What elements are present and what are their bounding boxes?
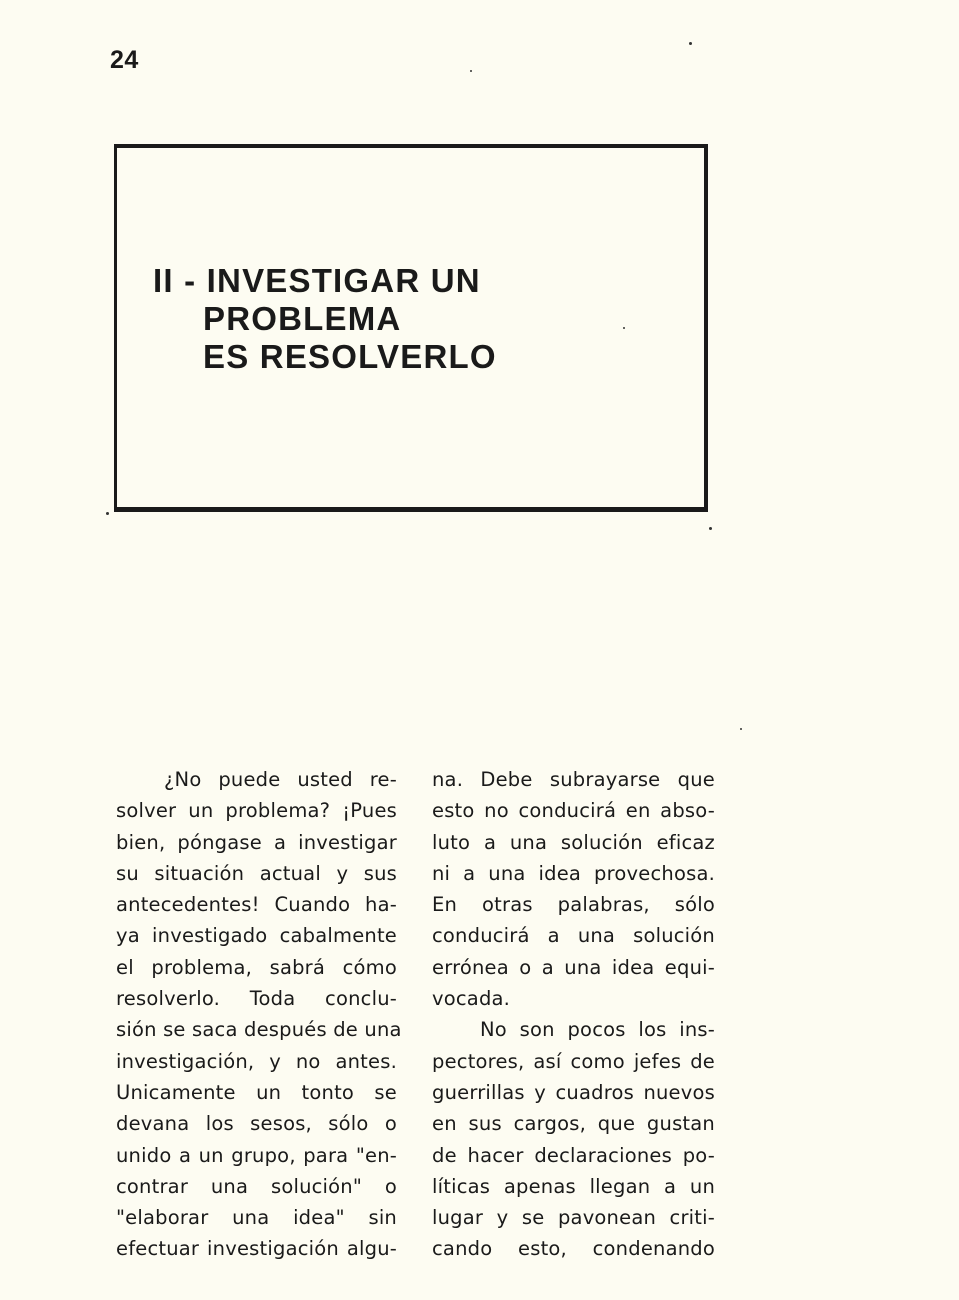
text-line: pectores, así como jefes de	[432, 1049, 715, 1073]
text-line: de hacer declaraciones po-	[432, 1143, 715, 1167]
text-line: lugar y se pavonean criti-	[432, 1206, 715, 1230]
text-line: investigación, y no antes.	[116, 1049, 397, 1073]
body-column-right	[432, 764, 715, 1265]
text-line: antecedentes! Cuando ha-	[116, 893, 397, 917]
text-line: ya investigado cabalmente	[116, 924, 397, 948]
text-line: solver un problema? ¡Pues	[116, 799, 397, 823]
text-line: devana los sesos, sólo o	[116, 1112, 397, 1136]
chapter-title-line-2: PROBLEMA	[203, 300, 402, 337]
text-line: vocada.	[432, 987, 511, 1011]
text-line: conducirá a una solución	[432, 924, 715, 948]
body-column-left	[116, 764, 402, 1265]
text-line: errónea o a una idea equi-	[432, 955, 715, 979]
text-line: sión se saca después de una	[116, 1018, 402, 1042]
print-speck	[689, 42, 692, 45]
text-line: ¿No puede usted re-	[164, 768, 397, 791]
text-line: No son pocos los ins-	[480, 1018, 715, 1042]
text-line: Unicamente un tonto se	[116, 1080, 397, 1104]
text-line: líticas apenas llegan a un	[432, 1174, 715, 1198]
text-line: en sus cargos, que gustan	[432, 1112, 715, 1136]
print-speck	[623, 327, 625, 329]
text-line: luto a una solución eficaz	[432, 830, 715, 854]
page-number: 24	[110, 46, 139, 74]
text-line: contrar una solución" o	[116, 1174, 397, 1198]
text-line: unido a un grupo, para "en-	[116, 1143, 397, 1167]
chapter-title-line-1: II - INVESTIGAR UN	[153, 262, 481, 299]
print-speck	[106, 512, 109, 515]
text-line: "elaborar una idea" sin	[116, 1206, 397, 1230]
print-speck	[470, 70, 472, 72]
text-line: na. Debe subrayarse que	[432, 768, 715, 791]
text-line: su situación actual y sus	[116, 861, 397, 885]
text-line: bien, póngase a investigar	[116, 830, 397, 854]
text-line: guerrillas y cuadros nuevos	[432, 1080, 715, 1104]
print-speck	[709, 527, 712, 530]
text-line: resolverlo. Toda conclu-	[116, 987, 397, 1011]
text-line: efectuar investigación algu-	[116, 1237, 397, 1261]
text-line: el problema, sabrá cómo	[116, 955, 397, 979]
text-line: ni a una idea provechosa.	[432, 861, 715, 885]
text-line: cando esto, condenando	[432, 1237, 715, 1261]
text-line: esto no conducirá en abso-	[432, 799, 715, 823]
chapter-title-line-3: ES RESOLVERLO	[203, 338, 497, 375]
text-line: En otras palabras, sólo	[432, 893, 715, 917]
chapter-title	[153, 262, 497, 376]
print-speck	[740, 728, 742, 730]
chapter-title-box	[114, 144, 708, 512]
